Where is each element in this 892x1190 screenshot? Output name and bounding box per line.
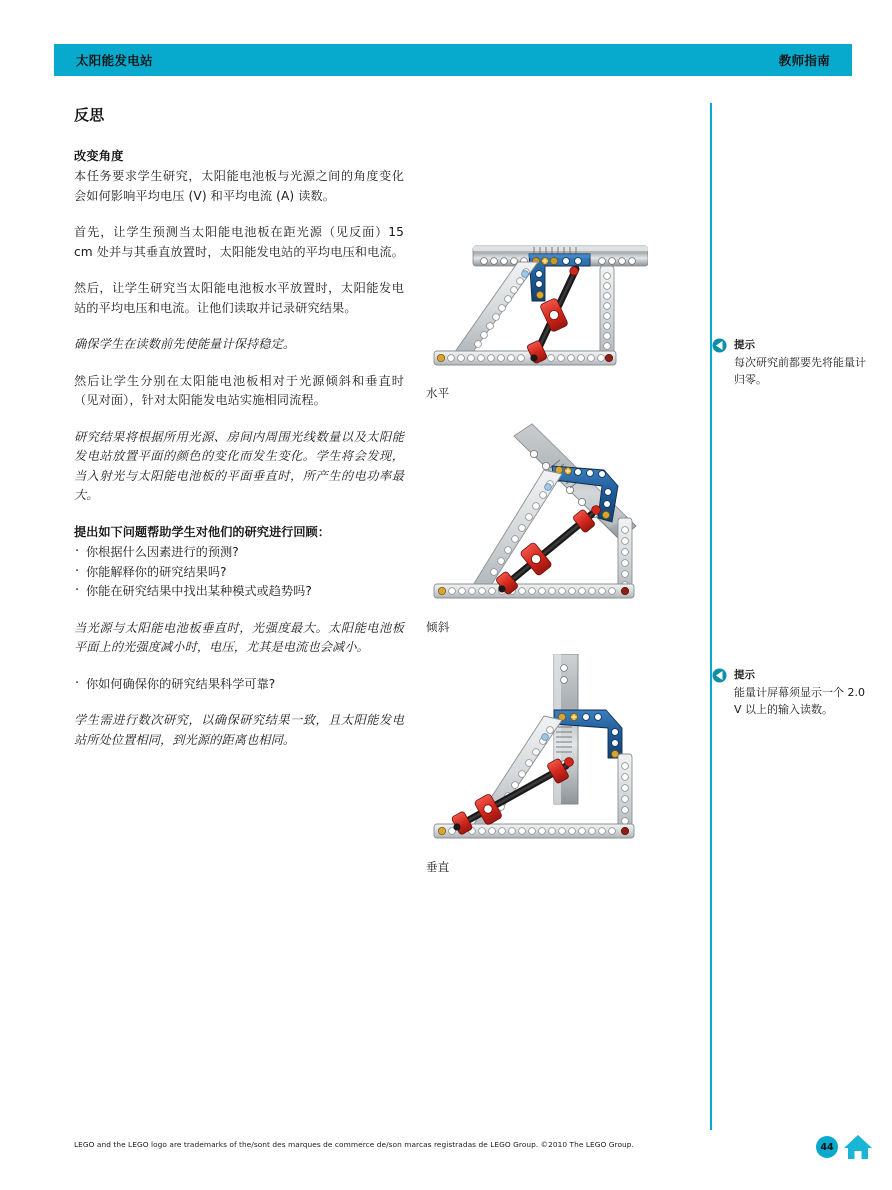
question-item: · 你能解释你的研究结果吗? xyxy=(74,563,404,583)
tip-header xyxy=(712,338,872,353)
tip-arrow-icon xyxy=(712,338,727,353)
figure-tilted xyxy=(426,414,648,635)
grey-frame-beams xyxy=(434,262,616,365)
paragraph-2: 首先，让学生预测当太阳能电池板在距光源（见反面）15 cm 处并与其垂直放置时，太阳能发电站的平均电压和电流。 xyxy=(74,225,404,259)
questions-list xyxy=(74,543,404,602)
paragraph-5: 然后让学生分别在太阳能电池板相对于光源倾斜和垂直时（见对面），针对太阳能发电站实施相同流程。 xyxy=(74,373,404,407)
tip-box-2 xyxy=(712,668,872,718)
paragraph-3: 然后，让学生研究当太阳能电池板水平放置时，太阳能发电站的平均电压和电流。让他们读取并记录研究结果。 xyxy=(74,281,404,315)
blue-beam-part xyxy=(529,254,590,301)
figure-caption: 水平 xyxy=(426,386,450,400)
main-content-column xyxy=(74,104,404,767)
paragraph-6-note: 研究结果将根据所用光源、房间内周围光线数量以及太阳能发电站放置平面的颜色的变化而发生变化。学生将会发现，当入射光与太阳能电池板的平面垂直时，所产生的电功率最大。 xyxy=(74,429,404,502)
figure-caption: 垂直 xyxy=(426,860,450,874)
tip-text: 每次研究前都要先将能量计归零。 xyxy=(734,356,866,386)
question-item: · 你根据什么因素进行的预测? xyxy=(74,543,404,563)
tip-header xyxy=(712,668,872,683)
answer-1-note: 当光源与太阳能电池板垂直时，光强度最大。太阳能电池板平面上的光强度减小时，电压，尤其是电流也会减小。 xyxy=(74,620,404,654)
tip-label: 提示 xyxy=(734,339,755,351)
tip-box-1 xyxy=(712,338,872,388)
questions-lead: 提出如下问题帮助学生对他们的研究进行回顾： xyxy=(74,524,330,539)
figure-vertical xyxy=(426,654,648,875)
column-divider xyxy=(710,103,712,1130)
lego-solar-model-tilted-drawing xyxy=(426,414,648,614)
tip-label: 提示 xyxy=(734,669,755,681)
answer-2-note: 学生需进行数次研究，以确保研究结果一致，且太阳能发电站所处位置相同，到光源的距离也相同。 xyxy=(74,713,404,747)
lego-solar-model-vertical-drawing xyxy=(426,654,648,854)
lego-solar-model-horizontal-drawing xyxy=(426,240,648,380)
tip-arrow-icon xyxy=(712,668,727,683)
question-item: · 你能在研究结果中找出某种模式或趋势吗? xyxy=(74,582,404,602)
figure-horizontal xyxy=(426,240,648,401)
page-header-title: 太阳能发电站 xyxy=(76,53,153,68)
figure-caption: 倾斜 xyxy=(426,620,450,634)
page-header-bar xyxy=(54,44,852,76)
tip-text: 能量计屏幕须显示一个 2.0 V 以上的输入读数。 xyxy=(734,686,865,716)
question-item: · 你如何确保你的研究结果科学可靠? xyxy=(74,675,404,695)
footer-legal-text: LEGO and the LEGO logo are trademarks of the/sont des marques de commerce de/son marcas registradas de LEGO Group. ©2010 The LEGO Group. xyxy=(74,1140,634,1149)
home-icon[interactable] xyxy=(843,1133,873,1161)
page-number-badge: 44 xyxy=(816,1136,838,1158)
paragraph-1: 本任务要求学生研究，太阳能电池板与光源之间的角度变化会如何影响平均电压 (V) 和平均电流 (A) 读数。 xyxy=(74,169,404,203)
questions-list-2 xyxy=(74,675,404,695)
page-header-right-label: 教师指南 xyxy=(778,53,830,68)
page-title: 反思 xyxy=(74,106,105,124)
paragraph-4-note: 确保学生在读数前先使能量计保持稳定。 xyxy=(74,337,296,351)
subsection-title: 改变角度 xyxy=(74,149,124,163)
